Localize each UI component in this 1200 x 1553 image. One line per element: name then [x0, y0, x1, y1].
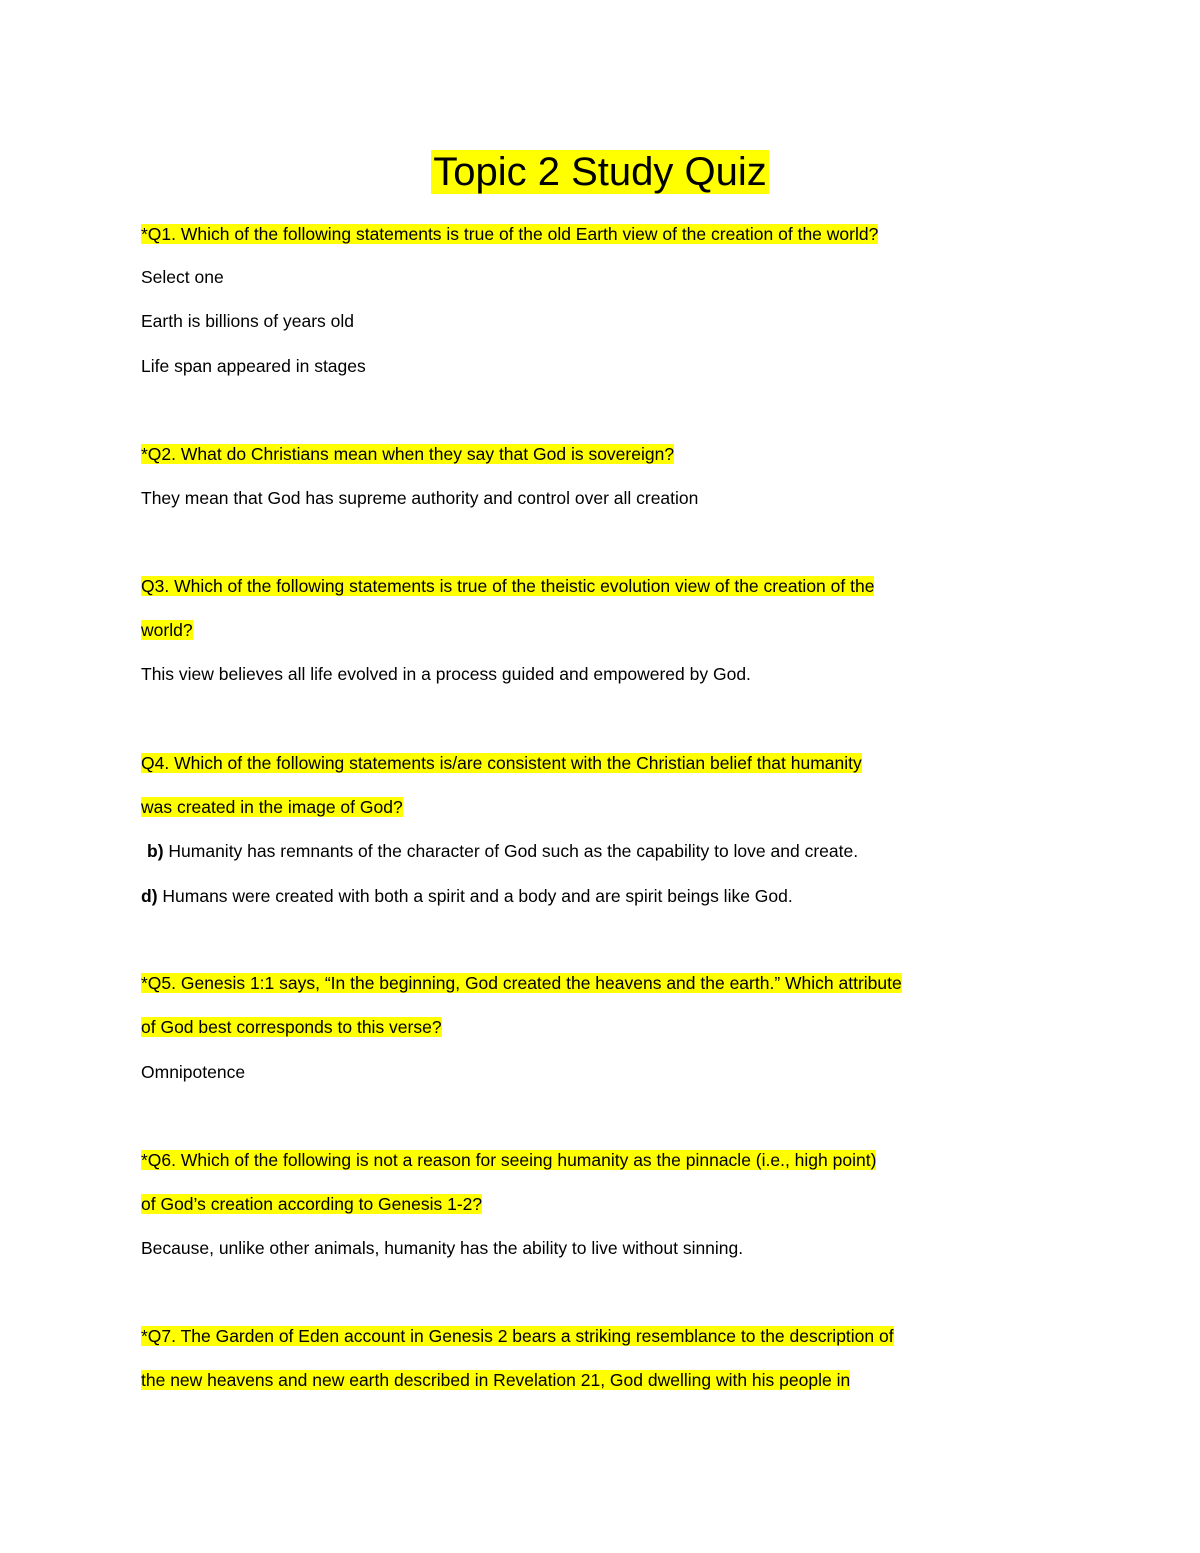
q2-answer: They mean that God has supreme authority and control over all creation [141, 488, 699, 508]
q3-question-line-1: Q3. Which of the following statements is true of the theistic evolution view of the creation of the [141, 576, 875, 596]
q3-question-line-2: world? [141, 620, 193, 640]
q4-answer-b-letter: b) [147, 841, 164, 861]
q4-answer-b-text: Humanity has remnants of the character of God such as the capability to love and create. [163, 841, 859, 861]
q4-question-line-1: Q4. Which of the following statements is/are consistent with the Christian belief that humanity [141, 753, 862, 773]
q3-answer: This view believes all life evolved in a process guided and empowered by God. [141, 664, 751, 684]
q6-answer: Because, unlike other animals, humanity has the ability to live without sinning. [141, 1238, 744, 1258]
q7-question-line-2: the new heavens and new earth described in Revelation 21, God dwelling with his people in [141, 1370, 851, 1390]
page-title-text: Topic 2 Study Quiz [433, 150, 767, 194]
q4-question-line-2: was created in the image of God? [141, 797, 403, 817]
q5-question-line-1: *Q5. Genesis 1:1 says, “In the beginning, God created the heavens and the earth.” Which attribute [141, 973, 902, 993]
q1-question: *Q1. Which of the following statements is true of the old Earth view of the creation of the world? [141, 224, 879, 244]
q1-answer-1: Select one [141, 267, 224, 287]
page-title [0, 146, 1200, 198]
q4-answer-d [141, 884, 793, 908]
q4-answer-b [147, 839, 858, 863]
q7-question-line-1: *Q7. The Garden of Eden account in Genesis 2 bears a striking resemblance to the description of [141, 1326, 894, 1346]
q2-question: *Q2. What do Christians mean when they say that God is sovereign? [141, 444, 675, 464]
q6-question-line-2: of God’s creation according to Genesis 1-2? [141, 1194, 483, 1214]
q5-question-line-2: of God best corresponds to this verse? [141, 1017, 442, 1037]
q1-answer-3: Life span appeared in stages [141, 356, 366, 376]
q4-answer-d-letter: d) [141, 886, 158, 906]
q1-answer-2: Earth is billions of years old [141, 311, 355, 331]
q5-answer: Omnipotence [141, 1062, 246, 1082]
q4-answer-d-text: Humans were created with both a spirit and a body and are spirit beings like God. [157, 886, 793, 906]
q6-question-line-1: *Q6. Which of the following is not a reason for seeing humanity as the pinnacle (i.e., high point) [141, 1150, 877, 1170]
